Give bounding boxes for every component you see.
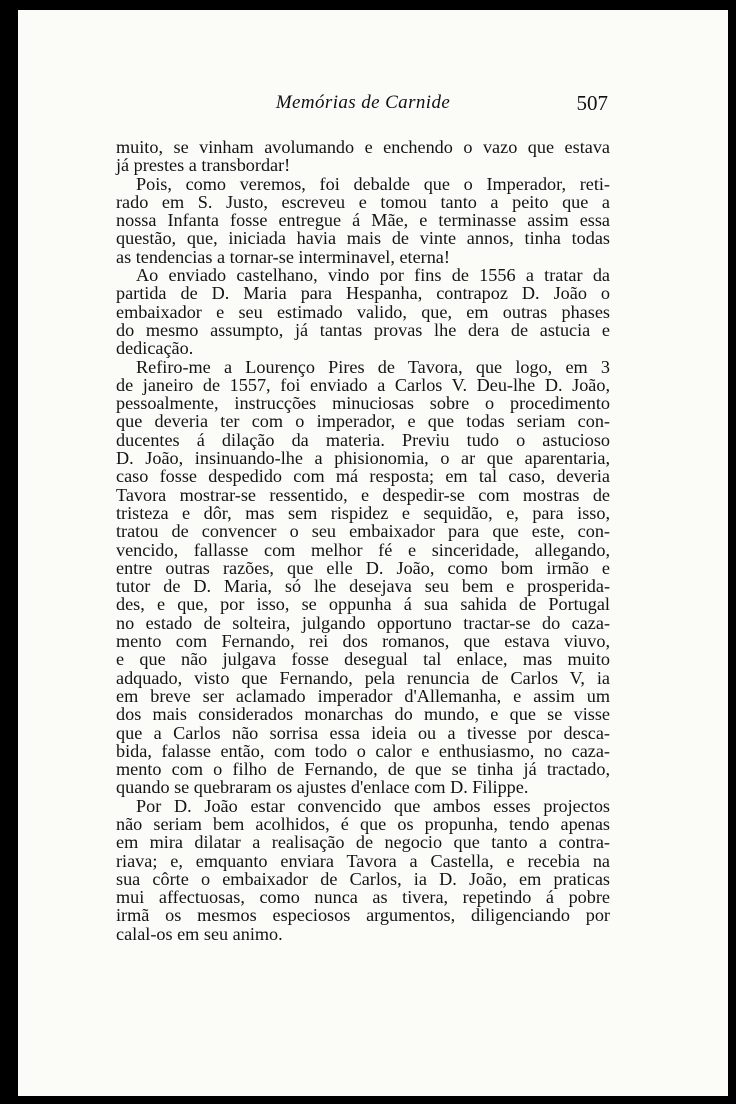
text-line: sua côrte o embaixador de Carlos, ia D. João, em praticas <box>116 868 610 889</box>
text-line: questão, que, iniciada havia mais de vinte annos, tinha todas <box>116 228 610 249</box>
text-line: tristeza e dôr, mas sem rispidez e sequidão, e, para isso, <box>116 502 610 523</box>
text-line: Pois, como veremos, foi debalde que o Imperador, reti- <box>136 173 610 194</box>
running-title: Memórias de Carnide <box>275 92 451 113</box>
text-line: mento com o filho de Fernando, de que se tinha já tractado, <box>116 759 610 780</box>
page-number: 507 <box>576 91 608 115</box>
text-line: não seriam bem acolhidos, é que os propunha, tendo apenas <box>116 813 610 834</box>
text-line: riava; e, emquanto enviara Tavora a Castella, e recebia na <box>116 850 610 871</box>
body-text <box>116 138 610 943</box>
book-page <box>18 10 728 1096</box>
text-line: de janeiro de 1557, foi enviado a Carlos V. Deu-lhe D. João, <box>116 374 610 395</box>
text-line: que a Carlos não sorrisa essa ideia ou a tivesse por desca- <box>116 722 610 743</box>
text-line: em mira dilatar a realisação de negocio que tanto a contra- <box>116 832 610 853</box>
paragraph <box>116 138 610 175</box>
text-line: já prestes a transbordar! <box>116 155 291 176</box>
text-line: no estado de solteira, julgando opportuno tractar-se do caza- <box>116 612 610 633</box>
text-line: e que não julgava fosse desegual tal enlace, mas muito <box>116 649 610 670</box>
text-line: do mesmo assumpto, já tantas provas lhe dera de astucia e <box>116 319 610 340</box>
text-line: entre outras razões, que elle D. João, como bom irmão e <box>116 557 610 578</box>
text-line: que deveria ter com o imperador, e que todas seriam con- <box>116 411 610 432</box>
paragraph <box>116 266 610 357</box>
text-line: Por D. João estar convencido que ambos esses projectos <box>136 795 610 816</box>
text-line: calal-os em seu animo. <box>116 923 283 944</box>
text-line: quando se quebraram os ajustes d'enlace com D. Filippe. <box>116 777 529 798</box>
text-line: tutor de D. Maria, só lhe desejava seu bem e prosperida- <box>116 576 610 597</box>
text-line: bida, falasse então, com todo o calor e enthusiasmo, no caza- <box>116 740 610 761</box>
text-line: muito, se vinham avolumando e enchendo o vazo que estava <box>116 137 610 157</box>
text-line: Refiro-me a Lourenço Pires de Tavora, que logo, em 3 <box>136 356 610 377</box>
text-line: des, e que, por isso, se oppunha á sua sahida de Portugal <box>116 594 610 615</box>
text-line: dedicação. <box>116 338 194 359</box>
text-line: mui affectuosas, como nunca as tivera, repetindo á pobre <box>116 887 610 908</box>
text-line: pessoalmente, instrucções minuciosas sobre o procedimento <box>116 393 610 414</box>
text-line: ducentes á dilação da materia. Previu tudo o astucioso <box>116 429 610 450</box>
text-line: D. João, insinuando-lhe a phisionomia, o ar que aparentaria, <box>116 448 610 469</box>
text-line: as tendencias a tornar-se interminavel, eterna! <box>116 246 450 267</box>
text-line: em breve ser aclamado imperador d'Allemanha, e assim um <box>116 685 610 706</box>
text-line: Ao enviado castelhano, vindo por fins de 1556 a tratar da <box>136 265 610 286</box>
paragraph <box>116 175 610 266</box>
text-line: dos mais considerados monarchas do mundo, e que se visse <box>116 704 610 725</box>
text-line: rado em S. Justo, escreveu e tomou tanto a peito que a <box>116 191 610 212</box>
text-line: embaixador e seu estimado valido, que, em outras phases <box>116 301 610 322</box>
paragraph <box>116 358 610 797</box>
text-line: partida de D. Maria para Hespanha, contrapoz D. João o <box>116 283 610 304</box>
page-header <box>118 92 608 122</box>
text-line: Tavora mostrar-se ressentido, e despedir-se com mostras de <box>116 484 610 505</box>
text-line: irmã os mesmos especiosos argumentos, diligenciando por <box>116 905 610 926</box>
text-line: nossa Infanta fosse entregue á Mãe, e terminasse assim essa <box>116 210 610 231</box>
text-line: tratou de convencer o seu embaixador para que este, con- <box>116 521 610 542</box>
text-line: adquado, visto que Fernando, pela renuncia de Carlos V, ia <box>116 667 610 688</box>
text-line: mento com Fernando, rei dos romanos, que estava viuvo, <box>116 631 610 652</box>
paragraph <box>116 797 610 943</box>
text-line: caso fosse despedido com má resposta; em tal caso, deveria <box>116 466 610 487</box>
text-line: vencido, fallasse com melhor fé e sinceridade, allegando, <box>116 539 610 560</box>
